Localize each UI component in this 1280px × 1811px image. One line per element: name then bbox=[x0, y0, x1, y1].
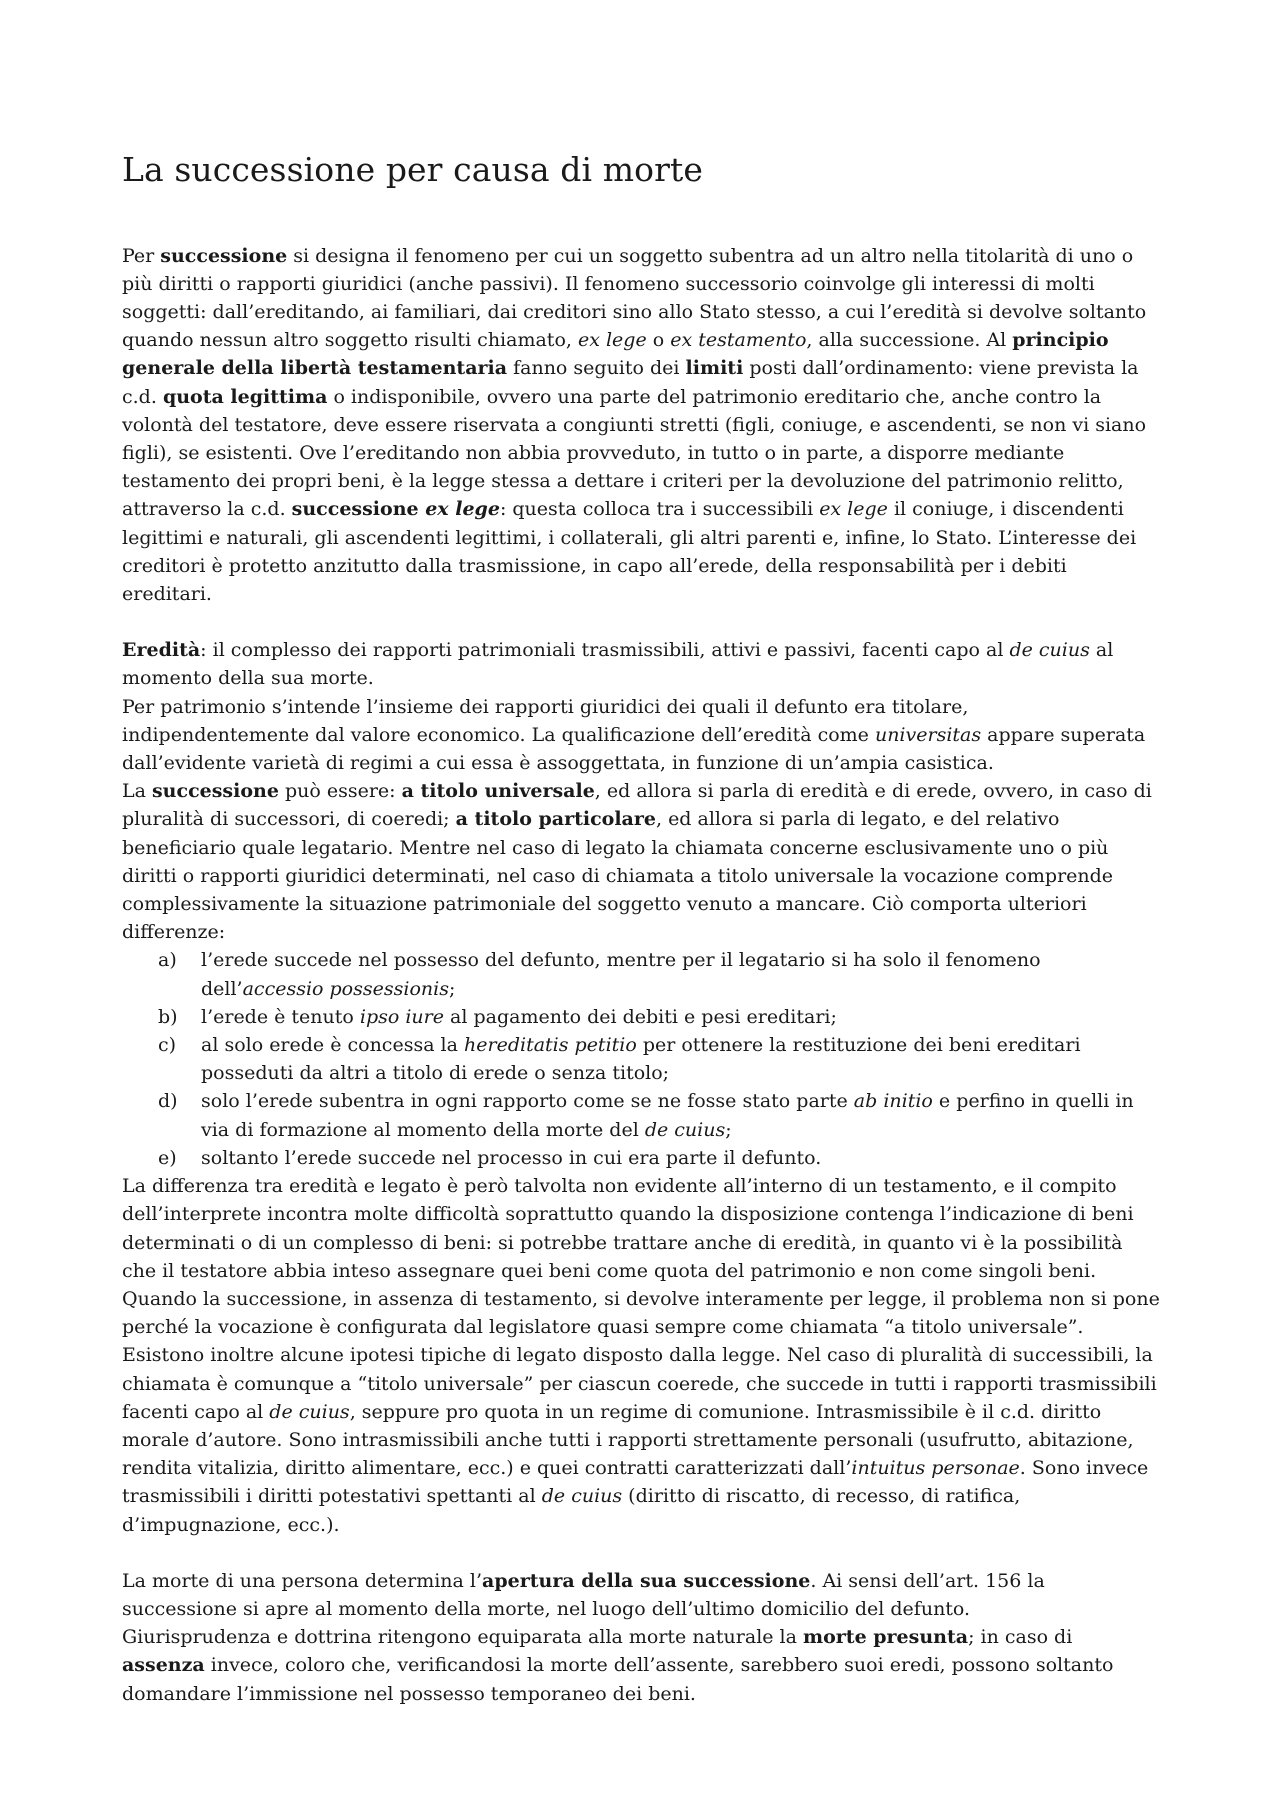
paragraph-eredita-definition bbox=[122, 636, 1160, 692]
bold-text: successione bbox=[291, 498, 426, 521]
italic-text: de cuius bbox=[541, 1485, 623, 1508]
text-run: si designa il fenomeno per cui un soggetto subentra ad un altro nella titolarità di uno o più diritti o rapporti giuridici (anche passivi). Il fenomeno successorio coinvolge gli interessi di molti soggetti: dall’ereditando, ai familiari, dai creditori sino allo Stato stesso, a cui l’eredità si devolve soltanto quando nessun altro soggetto risulti chiamato, bbox=[122, 244, 1147, 352]
text-run: (diritto di riscatto, di recesso, di ratifica, d’impugnazione, ecc.). bbox=[122, 1485, 1021, 1536]
italic-text: de cuius bbox=[1009, 639, 1090, 662]
italic-text: de cuius bbox=[644, 1118, 726, 1141]
text-run: , seppure pro quota in un regime di comunione. Intrasmissibile è il c.d. diritto morale d’autore. Sono intrasmissibili anche tutti i rapporti strettamente personali (usufrutto, abitazione, rendita vitalizia, diritto alimentare, ecc.) e quei contratti caratterizzati dall’ bbox=[122, 1400, 1134, 1480]
bold-text: morte presunta bbox=[803, 1626, 969, 1649]
text-run: soltanto l’erede succede nel processo in cui era parte il defunto. bbox=[201, 1146, 822, 1169]
bold-text: apertura della sua successione bbox=[482, 1569, 811, 1592]
text-run: : il complesso dei rapporti patrimoniali trasmissibili, attivi e passivi, facenti capo al bbox=[200, 639, 1010, 662]
italic-text: ab initio bbox=[853, 1090, 933, 1113]
list-item bbox=[122, 1031, 1160, 1087]
text-run: La bbox=[122, 780, 152, 803]
text-run: e perfino in quelli in via di formazione al momento della morte del bbox=[201, 1090, 1134, 1141]
text-run: o indisponibile, ovvero una parte del patrimonio ereditario che, anche contro la volontà del testatore, deve essere riservata a congiunti stretti (figli, coniuge, e ascendenti, se non vi siano figli), se esistenti. Ove l’ereditando non abbia provveduto, in tutto o in parte, a disporre mediante testamento dei propri beni, è la legge stessa a dettare i criteri per la devoluzione del patrimonio relitto, attraverso la c.d. bbox=[122, 385, 1147, 521]
text-run: . Sono invece trasmissibili i diritti potestativi spettanti al bbox=[122, 1457, 1149, 1508]
text-run: può essere: bbox=[278, 780, 402, 803]
italic-text: intuitus personae bbox=[851, 1457, 1020, 1480]
text-run: al solo erede è concessa la bbox=[201, 1034, 465, 1057]
bold-text: quota legittima bbox=[162, 385, 328, 408]
text-run: , alla successione. Al bbox=[806, 329, 1013, 352]
list-item-text bbox=[201, 1006, 837, 1028]
bold-text bbox=[425, 498, 500, 520]
bold-text: a titolo universale bbox=[401, 780, 595, 803]
list-marker: c) bbox=[158, 1034, 177, 1057]
text-run: : questa colloca tra i successibili bbox=[499, 498, 820, 521]
text-run: Giurisprudenza e dottrina ritengono equiparata alla morte naturale la bbox=[122, 1626, 803, 1649]
italic-text: de cuius bbox=[269, 1400, 350, 1423]
text-run: , ed allora si parla di legato, e del relativo beneficiario quale legatario. Mentre nel caso di legato la chiamata concerne esclusivamente uno o più diritti o rapporti giuridici determinati, nel caso di chiamata a titolo universale la vocazione comprende complessivamente la situazione patrimoniale del soggetto venuto a mancare. Ciò comporta ulteriori differenze: bbox=[122, 808, 1114, 944]
text-run: Per bbox=[122, 244, 161, 267]
italic-text: hereditatis petitio bbox=[464, 1034, 637, 1057]
text-run: fanno seguito dei bbox=[507, 357, 686, 380]
list-item bbox=[122, 946, 1160, 1002]
bold-text: a titolo particolare bbox=[455, 808, 656, 831]
list-item bbox=[122, 1087, 1160, 1143]
italic-text: accessio possessionis bbox=[242, 977, 449, 1000]
list-item-text bbox=[201, 949, 1041, 999]
text-run: invece, coloro che, verificandosi la morte dell’assente, sarebbero suoi eredi, possono soltanto domandare l’immissione nel possesso temporaneo dei beni. bbox=[122, 1654, 1114, 1705]
paragraph-patrimonio bbox=[122, 693, 1160, 778]
list-marker: e) bbox=[158, 1146, 177, 1169]
paragraph-intro bbox=[122, 242, 1160, 609]
text-run: ; bbox=[725, 1118, 732, 1141]
italic-text: ex lege bbox=[577, 329, 647, 352]
italic-text: ex lege bbox=[819, 498, 888, 521]
paragraph-successione-tipi bbox=[122, 777, 1160, 946]
paragraph-morte-presunta bbox=[122, 1623, 1160, 1708]
list-marker: b) bbox=[158, 1005, 178, 1028]
text-run: o bbox=[646, 329, 671, 352]
list-marker: a) bbox=[158, 949, 177, 972]
text-run: ; in caso di bbox=[968, 1626, 1073, 1649]
text-run: per ottenere la restituzione dei beni ereditari posseduti da altri a titolo di erede o senza titolo; bbox=[201, 1034, 1081, 1085]
bold-text: successione bbox=[160, 244, 288, 267]
list-item-text bbox=[201, 1090, 1134, 1140]
list-item-text bbox=[201, 1034, 1081, 1084]
italic-text: ex testamento bbox=[670, 329, 807, 352]
page-title: La successione per causa di morte bbox=[122, 150, 703, 189]
bold-text: assenza bbox=[122, 1654, 205, 1677]
list-marker: d) bbox=[158, 1090, 178, 1113]
bold-text: limiti bbox=[685, 357, 744, 380]
text-run: La morte di una persona determina l’ bbox=[122, 1569, 483, 1592]
list-item bbox=[122, 1003, 1160, 1031]
paragraph-apertura-successione bbox=[122, 1567, 1160, 1623]
text-run: l’erede è tenuto bbox=[201, 1005, 360, 1028]
italic-text: universitas bbox=[874, 723, 982, 746]
bold-text: principio generale della libertà testamentaria bbox=[122, 329, 1109, 380]
list-item bbox=[122, 1144, 1160, 1172]
text-run: . Ai sensi dell’art. 156 la successione si apre al momento della morte, nel luogo dell’ultimo domicilio del defunto. bbox=[122, 1569, 1045, 1620]
text-run: l’erede succede nel possesso del defunto, mentre per il legatario si ha solo il fenomeno dell’ bbox=[201, 949, 1041, 1000]
text-run: posti dall’ordinamento: viene prevista la c.d. bbox=[122, 357, 1139, 408]
text-run: , ed allora si parla di eredità e di erede, ovvero, in caso di pluralità di successori, di coeredi; bbox=[122, 780, 1152, 831]
text-run: La differenza tra eredità e legato è però talvolta non evidente all’interno di un testamento, e il compito dell’interprete incontra molte difficoltà soprattutto quando la disposizione contenga l’indicazione di beni determinati o di un complesso di beni: si potrebbe trattare anche di eredità, in quanto vi è la possibilità che il testatore abbia inteso assegnare quei beni come quota del patrimonio e non come singoli beni. Quando la successione, in assenza di testamento, si devolve interamente per legge, il problema non si pone perché la vocazione è configurata dal legislatore quasi sempre come chiamata “a titolo universale”. Esistono inoltre alcune ipotesi tipiche di legato disposto dalla legge. Nel caso di pluralità di successibili, la chiamata è comunque a “titolo universale” per ciascun coerede, che succede in tutti i rapporti trasmissibili facenti capo al bbox=[122, 1175, 1160, 1423]
text-run: al momento della sua morte. bbox=[122, 639, 1114, 690]
bold-text: successione bbox=[151, 780, 279, 803]
paragraph-differenza-eredita-legato bbox=[122, 1172, 1160, 1539]
text-run: appare superata dall’evidente varietà di regimi a cui essa è assoggettata, in funzione di un’ampia casistica. bbox=[122, 723, 1146, 775]
text-run: il coniuge, i discendenti legittimi e naturali, gli ascendenti legittimi, i collaterali, gli altri parenti e, infine, lo Stato. L’interesse dei creditori è protetto anzitutto dalla trasmissione, in capo all’erede, della responsabilità per i debiti ereditari. bbox=[122, 498, 1137, 606]
text-run: solo l’erede subentra in ogni rapporto come se ne fosse stato parte bbox=[201, 1090, 854, 1113]
text-run: al pagamento dei debiti e pesi ereditari; bbox=[444, 1005, 837, 1028]
differences-list bbox=[122, 946, 1160, 1172]
text-run: Per patrimonio s’intende l’insieme dei rapporti giuridici dei quali il defunto era titolare, indipendentemente dal valore economico. La qualificazione dell’eredità come bbox=[122, 695, 969, 746]
bold-italic-text: ex lege bbox=[425, 498, 500, 521]
list-item-text bbox=[201, 1147, 821, 1169]
italic-text: ipso iure bbox=[359, 1005, 444, 1028]
text-run: ; bbox=[448, 977, 456, 1000]
bold-text: Eredità bbox=[122, 639, 201, 662]
